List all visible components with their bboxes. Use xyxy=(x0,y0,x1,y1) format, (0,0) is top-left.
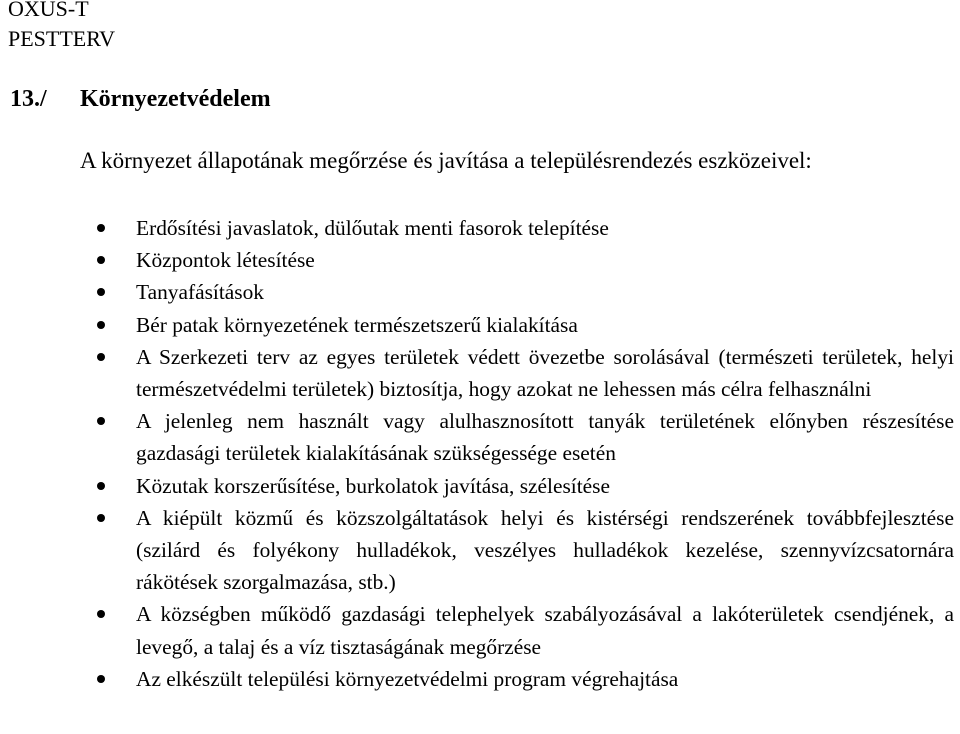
bullet-text: Erdősítési javaslatok, dülőutak menti fasorok telepítése xyxy=(136,216,609,240)
header-text-line-1: OXUS-T xyxy=(8,0,89,21)
bullet-icon xyxy=(97,482,105,490)
bullet-icon xyxy=(97,417,105,425)
bullet-text: Tanyafásítások xyxy=(136,280,264,305)
bullet-item xyxy=(0,212,960,244)
bullet-text: A községben működő gazdasági telephelyek szabályozásával a lakóterületek csendjének, a levegő, a talaj és a víz tisztaságának megőrzése xyxy=(136,602,954,659)
bullet-icon xyxy=(97,514,105,522)
section-title: Környezetvédelem xyxy=(80,86,271,112)
bullet-item xyxy=(0,598,960,662)
bullet-text: Központok létesítése xyxy=(136,248,315,273)
bullet-item xyxy=(0,663,960,695)
bullet-icon xyxy=(97,610,105,618)
bullet-item xyxy=(0,470,960,502)
bullet-icon xyxy=(97,256,105,264)
bullet-item xyxy=(0,405,960,469)
bullet-item xyxy=(0,276,960,308)
bullet-icon xyxy=(97,675,105,683)
section-heading xyxy=(10,86,271,113)
bullet-text: Közutak korszerűsítése, burkolatok javítása, szélesítése xyxy=(136,473,610,498)
bullet-text: A jelenleg nem használt vagy alulhasznosított tanyák területének előnyben részesítése gazdasági területek kialakításának szükségessége esetén xyxy=(136,409,954,466)
bullet-text: A Szerkezeti terv az egyes területek védett övezetbe sorolásával (természeti területek, helyi természetvédelmi területek) biztosítja, hogy azokat ne lehessen más célra felhasználni xyxy=(136,344,954,402)
bullet-item xyxy=(0,309,960,341)
bullet-item xyxy=(0,244,960,276)
bullet-text: A kiépült közmű és közszolgáltatások helyi és kistérségi rendszerének továbbfejlesztése (szilárd és folyékony hulladékok, veszélyes hulladékok kezelése, szennyvízcsatornára rákötések szorgalmazása, stb.) xyxy=(136,505,954,595)
bullet-icon xyxy=(97,321,105,329)
intro-paragraph: A környezet állapotának megőrzése és javítása a településrendezés eszközeivel: xyxy=(80,148,812,173)
header-text-line-2: PESTTERV xyxy=(8,26,116,51)
bullet-text: Bér patak környezetének természetszerű kialakítása xyxy=(136,312,578,337)
bullet-text: Az elkészült települési környezetvédelmi program végrehajtása xyxy=(136,666,679,691)
bullet-icon xyxy=(97,288,105,296)
section-number: 13./ xyxy=(10,86,47,112)
bullet-icon xyxy=(97,224,105,232)
bullet-item xyxy=(0,341,960,405)
bullet-icon xyxy=(97,353,105,361)
bullet-item xyxy=(0,502,960,599)
bullet-list xyxy=(0,212,960,695)
